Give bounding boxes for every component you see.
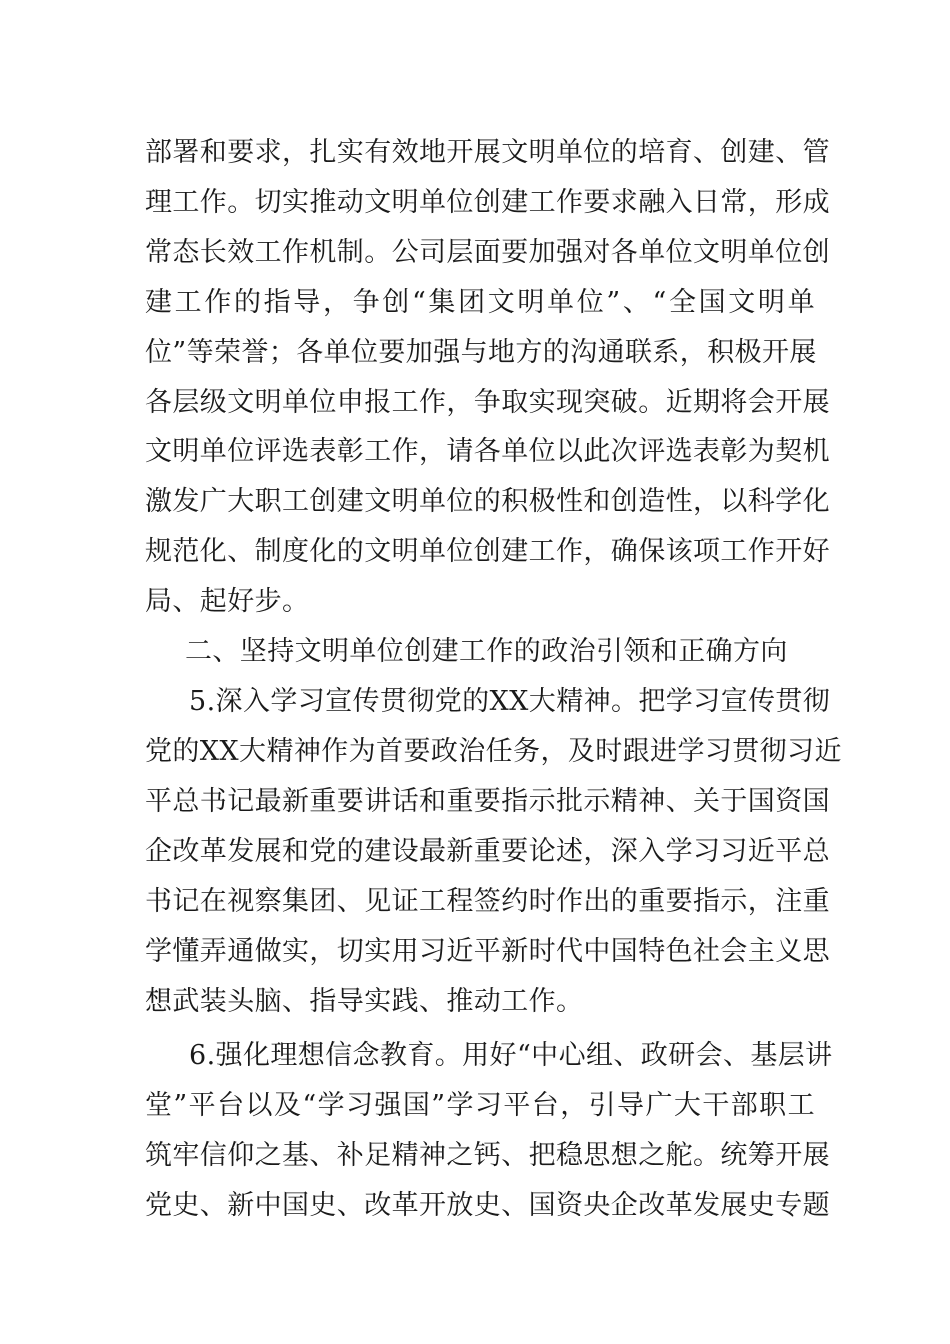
paragraph-line: 学懂弄通做实，切实用习近平新时代中国特色社会主义思: [145, 936, 830, 967]
paragraph-line: 企改革发展和党的建设最新重要论述，深入学习习近平总: [145, 836, 830, 867]
paragraph-line: 筑牢信仰之基、补足精神之钙、把稳思想之舵。统筹开展: [145, 1140, 830, 1171]
paragraph-line: 党史、新中国史、改革开放史、国资央企改革发展史专题: [145, 1190, 830, 1221]
paragraph-line: 书记在视察集团、见证工程签约时作出的重要指示，注重: [145, 886, 830, 917]
paragraph-line: 想武装头脑、指导实践、推动工作。: [145, 986, 584, 1017]
paragraph-line: 常态长效工作机制。公司层面要加强对各单位文明单位创: [145, 237, 830, 268]
paragraph-line: 各层级文明单位申报工作，争取实现突破。近期将会开展: [145, 387, 830, 418]
section-heading: 二、坚持文明单位创建工作的政治引领和正确方向: [185, 636, 788, 667]
paragraph-line: 堂”平台以及“学习强国”学习平台，引导广大干部职工: [145, 1090, 815, 1121]
paragraph-line: 激发广大职工创建文明单位的积极性和创造性，以科学化: [145, 486, 830, 517]
paragraph-line: 平总书记最新重要讲话和重要指示批示精神、关于国资国: [145, 786, 830, 817]
paragraph-line: 6.强化理想信念教育。用好“中心组、政研会、基层讲: [189, 1040, 833, 1071]
paragraph-line: 建工作的指导，争创“集团文明单位”、“全国文明单: [145, 287, 815, 318]
paragraph-line: 党的XX大精神作为首要政治任务，及时跟进学习贯彻习近: [145, 736, 842, 767]
paragraph-line: 理工作。切实推动文明单位创建工作要求融入日常，形成: [145, 187, 830, 218]
paragraph-line: 文明单位评选表彰工作，请各单位以此次评选表彰为契机: [145, 436, 830, 467]
paragraph-line: 部署和要求，扎实有效地开展文明单位的培育、创建、管: [145, 137, 830, 168]
paragraph-line: 5.深入学习宣传贯彻党的XX大精神。把学习宣传贯彻: [189, 686, 831, 717]
paragraph-line: 规范化、制度化的文明单位创建工作，确保该项工作开好: [145, 536, 830, 567]
paragraph-line: 局、起好步。: [145, 586, 310, 617]
paragraph-line: 位”等荣誉；各单位要加强与地方的沟通联系，积极开展: [145, 337, 817, 368]
